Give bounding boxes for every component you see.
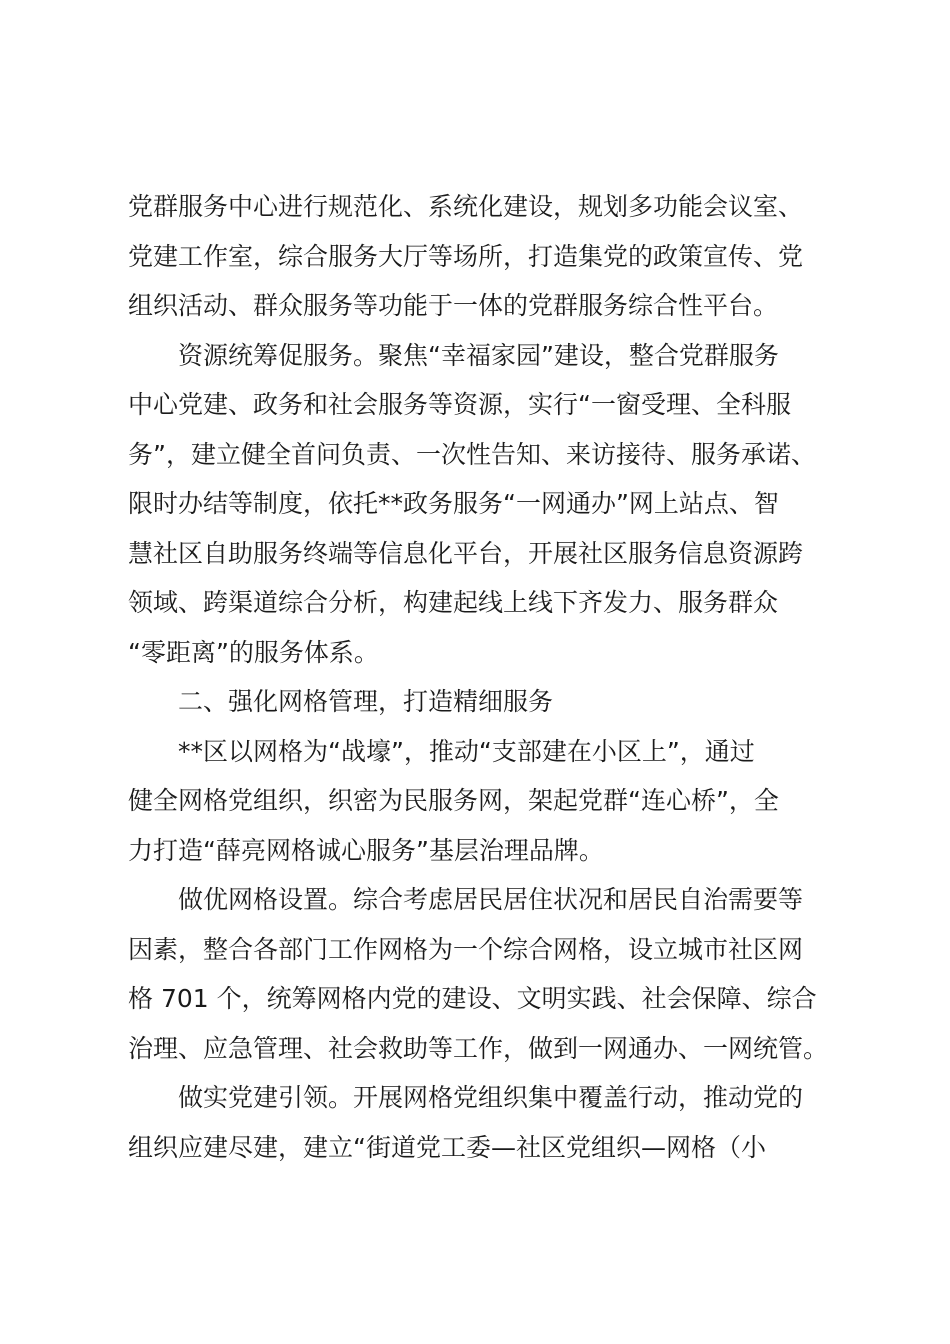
heading-line: 二、强化网格管理，打造精细服务 [128, 687, 554, 716]
paragraph-platform [128, 182, 840, 331]
paragraph-grid-setup [128, 875, 840, 1073]
text-line: 做实党建引领。开展网格党组织集中覆盖行动，推动党的 [128, 1083, 804, 1112]
document-body [128, 182, 840, 1172]
paragraph-party-guidance [128, 1073, 840, 1172]
text-line: 因素，整合各部门工作网格为一个综合网格，设立城市社区网 [128, 934, 804, 964]
text-line: 中心党建、政务和社会服务等资源，实行“一窗受理、全科服 [128, 390, 791, 419]
text-line: 党群服务中心进行规范化、系统化建设，规划多功能会议室、 [128, 192, 804, 221]
text-line: 资源统筹促服务。聚焦“幸福家园”建设，整合党群服务 [128, 340, 779, 370]
text-line: “零距离”的服务体系。 [128, 637, 379, 667]
text-line: **区以网格为“战壕”，推动“支部建在小区上”，通过 [128, 736, 755, 766]
text-line: 力打造“薛亮网格诚心服务”基层治理品牌。 [128, 835, 604, 865]
section-heading [128, 677, 840, 727]
text-line: 组织活动、群众服务等功能于一体的党群服务综合性平台。 [128, 291, 779, 320]
paragraph-resource-service [128, 331, 840, 678]
paragraph-grid-intro [128, 727, 840, 876]
text-line: 做优网格设置。综合考虑居民居住状况和居民自治需要等 [128, 885, 804, 914]
text-line: 格 701 个，统筹网格内党的建设、文明实践、社会保障、综合 [128, 984, 817, 1013]
text-line: 限时办结等制度，依托**政务服务“一网通办”网上站点、智 [128, 489, 779, 518]
text-line: 健全网格党组织，织密为民服务网，架起党群“连心桥”，全 [128, 786, 779, 815]
text-line: 领域、跨渠道综合分析，构建起线上线下齐发力、服务群众 [128, 588, 779, 617]
text-line: 组织应建尽建，建立“街道党工委—社区党组织—网格（小 [128, 1132, 766, 1162]
text-line: 务”，建立健全首问负责、一次性告知、来访接待、服务承诺、 [128, 439, 816, 469]
text-line: 党建工作室，综合服务大厅等场所，打造集党的政策宣传、党 [128, 241, 804, 271]
text-line: 慧社区自助服务终端等信息化平台，开展社区服务信息资源跨 [128, 538, 804, 568]
text-line: 治理、应急管理、社会救助等工作，做到一网通办、一网统管。 [128, 1033, 829, 1063]
